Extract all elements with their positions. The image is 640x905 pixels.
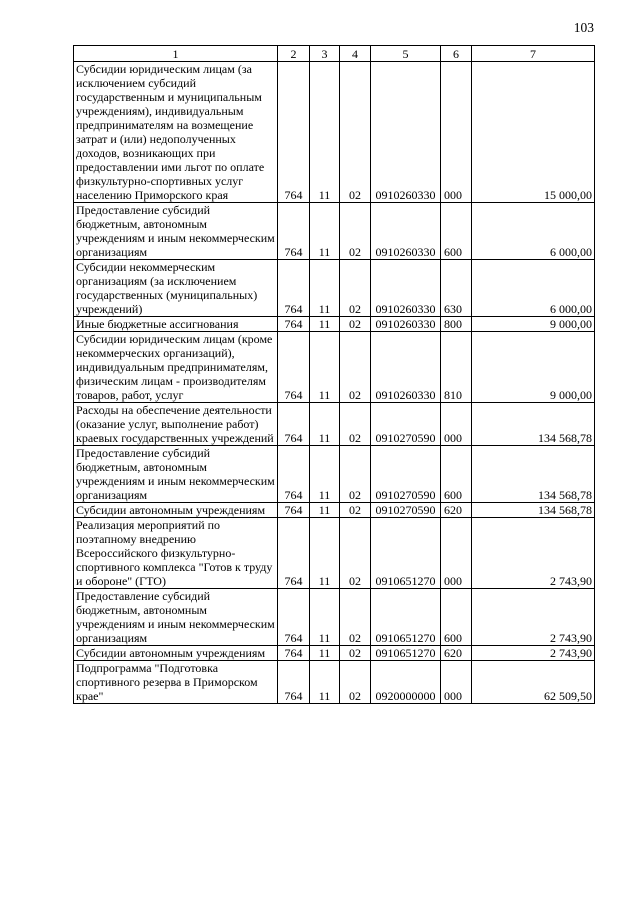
amount: 134 568,78 — [472, 503, 595, 518]
section-code: 11 — [310, 446, 340, 503]
item-name: Субсидии автономным учреждениям — [74, 503, 278, 518]
table-row — [74, 260, 595, 317]
target-article-code: 0910651270 — [371, 589, 441, 646]
column-header: 6 — [441, 46, 472, 62]
target-article-code: 0920000000 — [371, 661, 441, 704]
item-name: Подпрограмма "Подготовка спортивного резерва в Приморском крае" — [74, 661, 278, 704]
amount: 2 743,90 — [472, 589, 595, 646]
budget-table — [73, 45, 595, 704]
amount: 6 000,00 — [472, 203, 595, 260]
target-article-code: 0910270590 — [371, 503, 441, 518]
table-row — [74, 661, 595, 704]
table-row — [74, 332, 595, 403]
ministry-code: 764 — [278, 317, 310, 332]
ministry-code: 764 — [278, 589, 310, 646]
column-header: 2 — [278, 46, 310, 62]
section-code: 11 — [310, 317, 340, 332]
subsection-code: 02 — [340, 403, 371, 446]
subsection-code: 02 — [340, 62, 371, 203]
item-name: Субсидии юридическим лицам (кроме некоммерческих организаций), индивидуальным предпринимателям, физическим лицам - производителям товаров, работ, услуг — [74, 332, 278, 403]
target-article-code: 0910270590 — [371, 403, 441, 446]
subsection-code: 02 — [340, 317, 371, 332]
ministry-code: 764 — [278, 403, 310, 446]
expense-type-code: 000 — [441, 62, 472, 203]
page-number: 103 — [573, 20, 594, 35]
item-name: Предоставление субсидий бюджетным, автономным учреждениям и иным некоммерческим организациям — [74, 203, 278, 260]
section-code: 11 — [310, 403, 340, 446]
table-header-row — [74, 46, 595, 62]
target-article-code: 0910260330 — [371, 203, 441, 260]
subsection-code: 02 — [340, 203, 371, 260]
item-name: Расходы на обеспечение деятельности (оказание услуг, выполнение работ) краевых государственных учреждений — [74, 403, 278, 446]
ministry-code: 764 — [278, 646, 310, 661]
table-row — [74, 646, 595, 661]
column-header: 7 — [472, 46, 595, 62]
table-row — [74, 317, 595, 332]
amount: 62 509,50 — [472, 661, 595, 704]
target-article-code: 0910260330 — [371, 332, 441, 403]
subsection-code: 02 — [340, 446, 371, 503]
section-code: 11 — [310, 518, 340, 589]
ministry-code: 764 — [278, 503, 310, 518]
amount: 6 000,00 — [472, 260, 595, 317]
ministry-code: 764 — [278, 332, 310, 403]
item-name: Реализация мероприятий по поэтапному внедрению Всероссийского физкультурно-спортивного комплекса "Готов к труду и обороне" (ГТО) — [74, 518, 278, 589]
expense-type-code: 600 — [441, 589, 472, 646]
amount: 134 568,78 — [472, 446, 595, 503]
target-article-code: 0910270590 — [371, 446, 441, 503]
target-article-code: 0910651270 — [371, 518, 441, 589]
column-header: 1 — [74, 46, 278, 62]
table-row — [74, 203, 595, 260]
amount: 9 000,00 — [472, 332, 595, 403]
table-row — [74, 62, 595, 203]
section-code: 11 — [310, 646, 340, 661]
item-name: Предоставление субсидий бюджетным, автономным учреждениям и иным некоммерческим организациям — [74, 446, 278, 503]
subsection-code: 02 — [340, 332, 371, 403]
amount: 9 000,00 — [472, 317, 595, 332]
amount: 2 743,90 — [472, 646, 595, 661]
subsection-code: 02 — [340, 661, 371, 704]
subsection-code: 02 — [340, 503, 371, 518]
column-header: 5 — [371, 46, 441, 62]
section-code: 11 — [310, 260, 340, 317]
table-row — [74, 446, 595, 503]
subsection-code: 02 — [340, 589, 371, 646]
ministry-code: 764 — [278, 203, 310, 260]
section-code: 11 — [310, 661, 340, 704]
section-code: 11 — [310, 332, 340, 403]
item-name: Предоставление субсидий бюджетным, автономным учреждениям и иным некоммерческим организациям — [74, 589, 278, 646]
amount: 2 743,90 — [472, 518, 595, 589]
subsection-code: 02 — [340, 518, 371, 589]
expense-type-code: 600 — [441, 446, 472, 503]
ministry-code: 764 — [278, 661, 310, 704]
section-code: 11 — [310, 503, 340, 518]
item-name: Субсидии автономным учреждениям — [74, 646, 278, 661]
expense-type-code: 000 — [441, 518, 472, 589]
section-code: 11 — [310, 203, 340, 260]
expense-type-code: 000 — [441, 403, 472, 446]
item-name: Субсидии некоммерческим организациям (за исключением государственных (муниципальных) учреждений) — [74, 260, 278, 317]
expense-type-code: 620 — [441, 503, 472, 518]
table-row — [74, 518, 595, 589]
expense-type-code: 600 — [441, 203, 472, 260]
column-header: 3 — [310, 46, 340, 62]
target-article-code: 0910260330 — [371, 62, 441, 203]
ministry-code: 764 — [278, 446, 310, 503]
target-article-code: 0910651270 — [371, 646, 441, 661]
target-article-code: 0910260330 — [371, 260, 441, 317]
target-article-code: 0910260330 — [371, 317, 441, 332]
subsection-code: 02 — [340, 260, 371, 317]
amount: 134 568,78 — [472, 403, 595, 446]
table-row — [74, 503, 595, 518]
section-code: 11 — [310, 62, 340, 203]
item-name: Иные бюджетные ассигнования — [74, 317, 278, 332]
column-header: 4 — [340, 46, 371, 62]
section-code: 11 — [310, 589, 340, 646]
expense-type-code: 800 — [441, 317, 472, 332]
ministry-code: 764 — [278, 518, 310, 589]
subsection-code: 02 — [340, 646, 371, 661]
ministry-code: 764 — [278, 62, 310, 203]
ministry-code: 764 — [278, 260, 310, 317]
amount: 15 000,00 — [472, 62, 595, 203]
item-name: Субсидии юридическим лицам (за исключением субсидий государственным и муниципальным учреждениям), индивидуальным предпринимателям на возмещение затрат и (или) недополученных доходов, возникающих при предоставлении ими льгот по оплате физкультурно-спортивных услуг населению Приморского края — [74, 62, 278, 203]
table-row — [74, 403, 595, 446]
expense-type-code: 620 — [441, 646, 472, 661]
expense-type-code: 630 — [441, 260, 472, 317]
table-row — [74, 589, 595, 646]
expense-type-code: 000 — [441, 661, 472, 704]
expense-type-code: 810 — [441, 332, 472, 403]
